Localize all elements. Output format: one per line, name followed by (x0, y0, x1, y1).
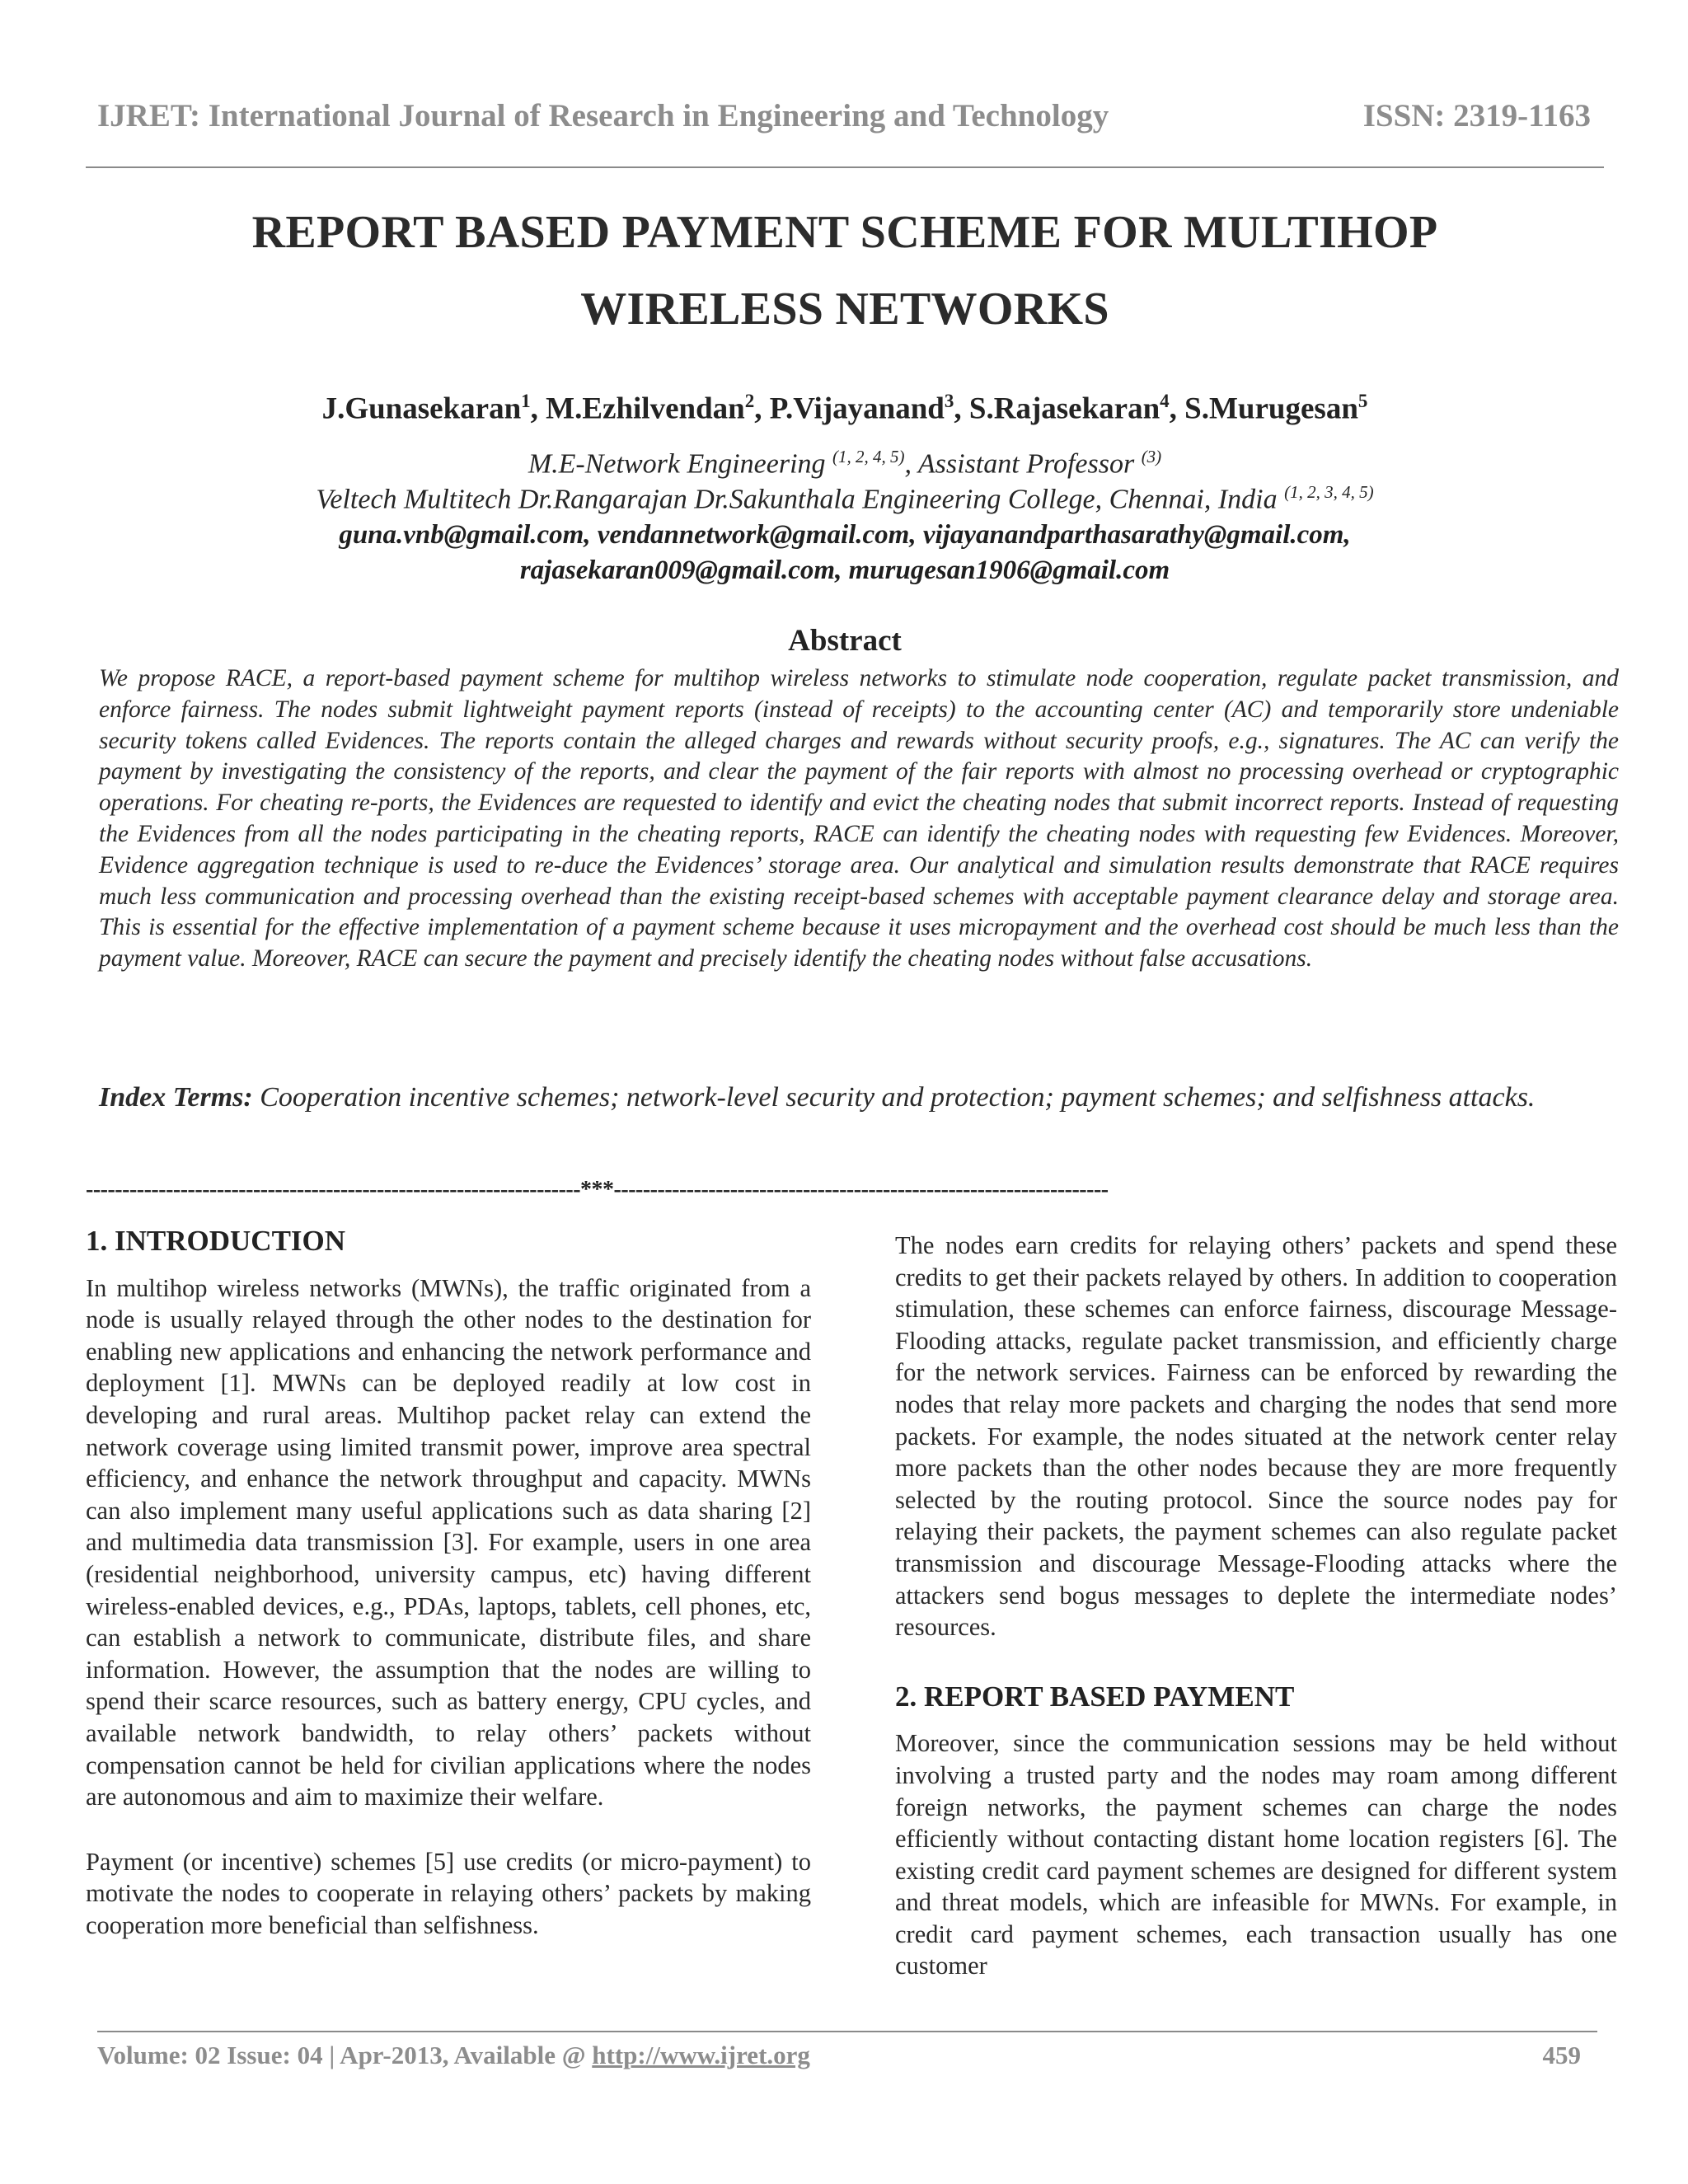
section-heading-report-based-payment: 2. REPORT BASED PAYMENT (895, 1680, 1295, 1713)
index-terms-label: Index Terms: (99, 1082, 253, 1113)
author-sup: 4 (1160, 391, 1170, 411)
journal-name: IJRET: International Journal of Research in Engineering and Technology (97, 98, 1109, 134)
section-heading-introduction: 1. INTRODUCTION (86, 1225, 346, 1257)
affiliation-institution: Veltech Multitech Dr.Rangarajan Dr.Sakunthala Engineering College, Chennai, India (316, 484, 1285, 515)
author-name: P.Vijayanand (769, 391, 945, 426)
paragraph: In multihop wireless networks (MWNs), the traffic originated from a node is usually relayed through the other nodes to the destination for enabling new applications and enhancing the network performance and deployment [1]. MWNs can be deployed readily at low cost in developing and rural areas. Multihop packet relay can extend the network coverage using limited transmit power, improve area spectral efficiency, and enhance the network throughput and capacity. MWNs can also implement many useful applications such as data sharing [2] and multimedia data transmission [3]. For example, users in one area (residential neighborhood, university campus, etc) having different wireless-enabled devices, e.g., PDAs, laptops, tablets, cell phones, etc, can establish a network to communicate, distribute files, and share information. However, the assumption that the nodes are willing to spend their scarce resources, such as battery energy, CPU cycles, and available network bandwidth, to relay others’ packets without compensation cannot be held for civilian applications where the nodes are autonomous and aim to maximize their welfare. (86, 1273, 811, 1811)
issn: ISSN: 2319-1163 (1362, 98, 1591, 134)
paragraph-gap (86, 1813, 811, 1846)
right-column (895, 1230, 1617, 1982)
email-line-1: guna.vnb@gmail.com, vendannetwork@gmail.com, vijayanandparthasarathy@gmail.com, (339, 520, 1351, 550)
author-sup: 1 (521, 391, 531, 411)
affiliation-position: , Assistant Professor (904, 448, 1142, 480)
footer-rule (97, 2031, 1597, 2032)
author-name: M.Ezhilvendan (546, 391, 745, 426)
footer-volume (97, 2041, 810, 2070)
author-sup: 3 (944, 391, 954, 411)
footer-volume-text: Volume: 02 Issue: 04 | Apr-2013, Available @ (97, 2041, 593, 2069)
author-name: S.Murugesan (1184, 391, 1358, 426)
header-rule (86, 166, 1604, 168)
journal-link[interactable]: http://www.ijret.org (592, 2041, 810, 2069)
index-terms (99, 1071, 1619, 1124)
abstract-heading: Abstract (788, 624, 902, 658)
left-column (86, 1226, 811, 1941)
affiliation-sup: (3) (1141, 447, 1162, 466)
email-line-2: rajasekaran009@gmail.com, murugesan1906@gmail.com (519, 555, 1170, 585)
paper-title-line-2: WIRELESS NETWORKS (580, 284, 1109, 335)
affiliation-line-1 (86, 447, 1604, 480)
affiliation-line-2 (86, 482, 1604, 515)
author-name: S.Rajasekaran (968, 391, 1160, 426)
index-terms-text: Cooperation incentive schemes; network-level security and protection; payment schemes; and selfishness attacks. (252, 1082, 1536, 1113)
paragraph: Payment (or incentive) schemes [5] use credits (or micro-payment) to motivate the nodes to cooperate in relaying others’ packets by making cooperation more beneficial than selfishness. (86, 1847, 811, 1939)
author-name: J.Gunasekaran (321, 391, 522, 426)
author-list: J.Gunasekaran$^1$, M.Ezhilvendan$^2$, P.Vijayanand$^3$, S.Rajasekaran$^4$, S.Murugesan$^5$ (321, 391, 1368, 426)
paper-title-line-1: REPORT BASED PAYMENT SCHEME FOR MULTIHOP (251, 207, 1438, 258)
affiliation-sup: (1, 2, 3, 4, 5) (1284, 482, 1374, 502)
affiliation-sup: (1, 2, 4, 5) (832, 447, 905, 466)
running-header (97, 97, 1591, 134)
author-sup: 5 (1357, 391, 1368, 411)
page-number: 459 (1542, 2041, 1581, 2069)
section-separator: --------------------------------------------------------------------***-------------------------------------------------------------------- (86, 1177, 1109, 1202)
paragraph: The nodes earn credits for relaying others’ packets and spend these credits to get their packets relayed by others. In addition to cooperation stimulation, these schemes can enforce fairness, discourage Message-Flooding attacks, regulate packet transmission, and efficiently charge for the network services. Fairness can be enforced by rewarding the nodes that relay more packets and charging the nodes that send more packets. For example, the nodes situated at the network center relay more packets than the other nodes because they are more frequently selected by the routing protocol. Since the source nodes pay for relaying their packets, the payment schemes can also regulate packet transmission and discourage Message-Flooding attacks where the attackers send bogus messages to deplete the intermediate nodes’ resources. (895, 1231, 1617, 1642)
paragraph: Moreover, since the communication sessions may be held without involving a trusted party and the nodes may roam among different foreign networks, the payment schemes can charge the nodes efficiently without contacting distant home location registers [6]. The existing credit card payment schemes are designed for different system and threat models, which are infeasible for MWNs. For example, in credit card payment schemes, each transaction usually has one customer (895, 1729, 1617, 1980)
affiliation-degree: M.E-Network Engineering (528, 448, 833, 480)
running-footer (97, 2041, 1581, 2070)
author-sup: 2 (744, 391, 755, 411)
abstract-body: We propose RACE, a report-based payment scheme for multihop wireless networks to stimulate node cooperation, regulate packet transmission, and enforce fairness. The nodes submit lightweight payment reports (instead of receipts) to the accounting center (AC) and temporarily store undeniable security tokens called Evidences. The reports contain the alleged charges and rewards without security proofs, e.g., signatures. The AC can verify the payment by investigating the consistency of the reports, and clear the payment of the fair reports with almost no processing overhead or cryptographic operations. For cheating re-ports, the Evidences are requested to identify and evict the cheating nodes that submit incorrect reports. Instead of requesting the Evidences from all the nodes participating in the cheating reports, RACE can identify the cheating nodes with requesting few Evidences. Moreover, Evidence aggregation technique is used to re-duce the Evidences’ storage area. Our analytical and simulation results demonstrate that RACE requires much less communication and processing overhead than the existing receipt-based schemes with acceptable payment clearance delay and storage area. This is essential for the effective implementation of a payment scheme because it uses micropayment and the overhead cost should be much less than the payment value. Moreover, RACE can secure the payment and precisely identify the cheating nodes without false accusations. (99, 665, 1619, 972)
